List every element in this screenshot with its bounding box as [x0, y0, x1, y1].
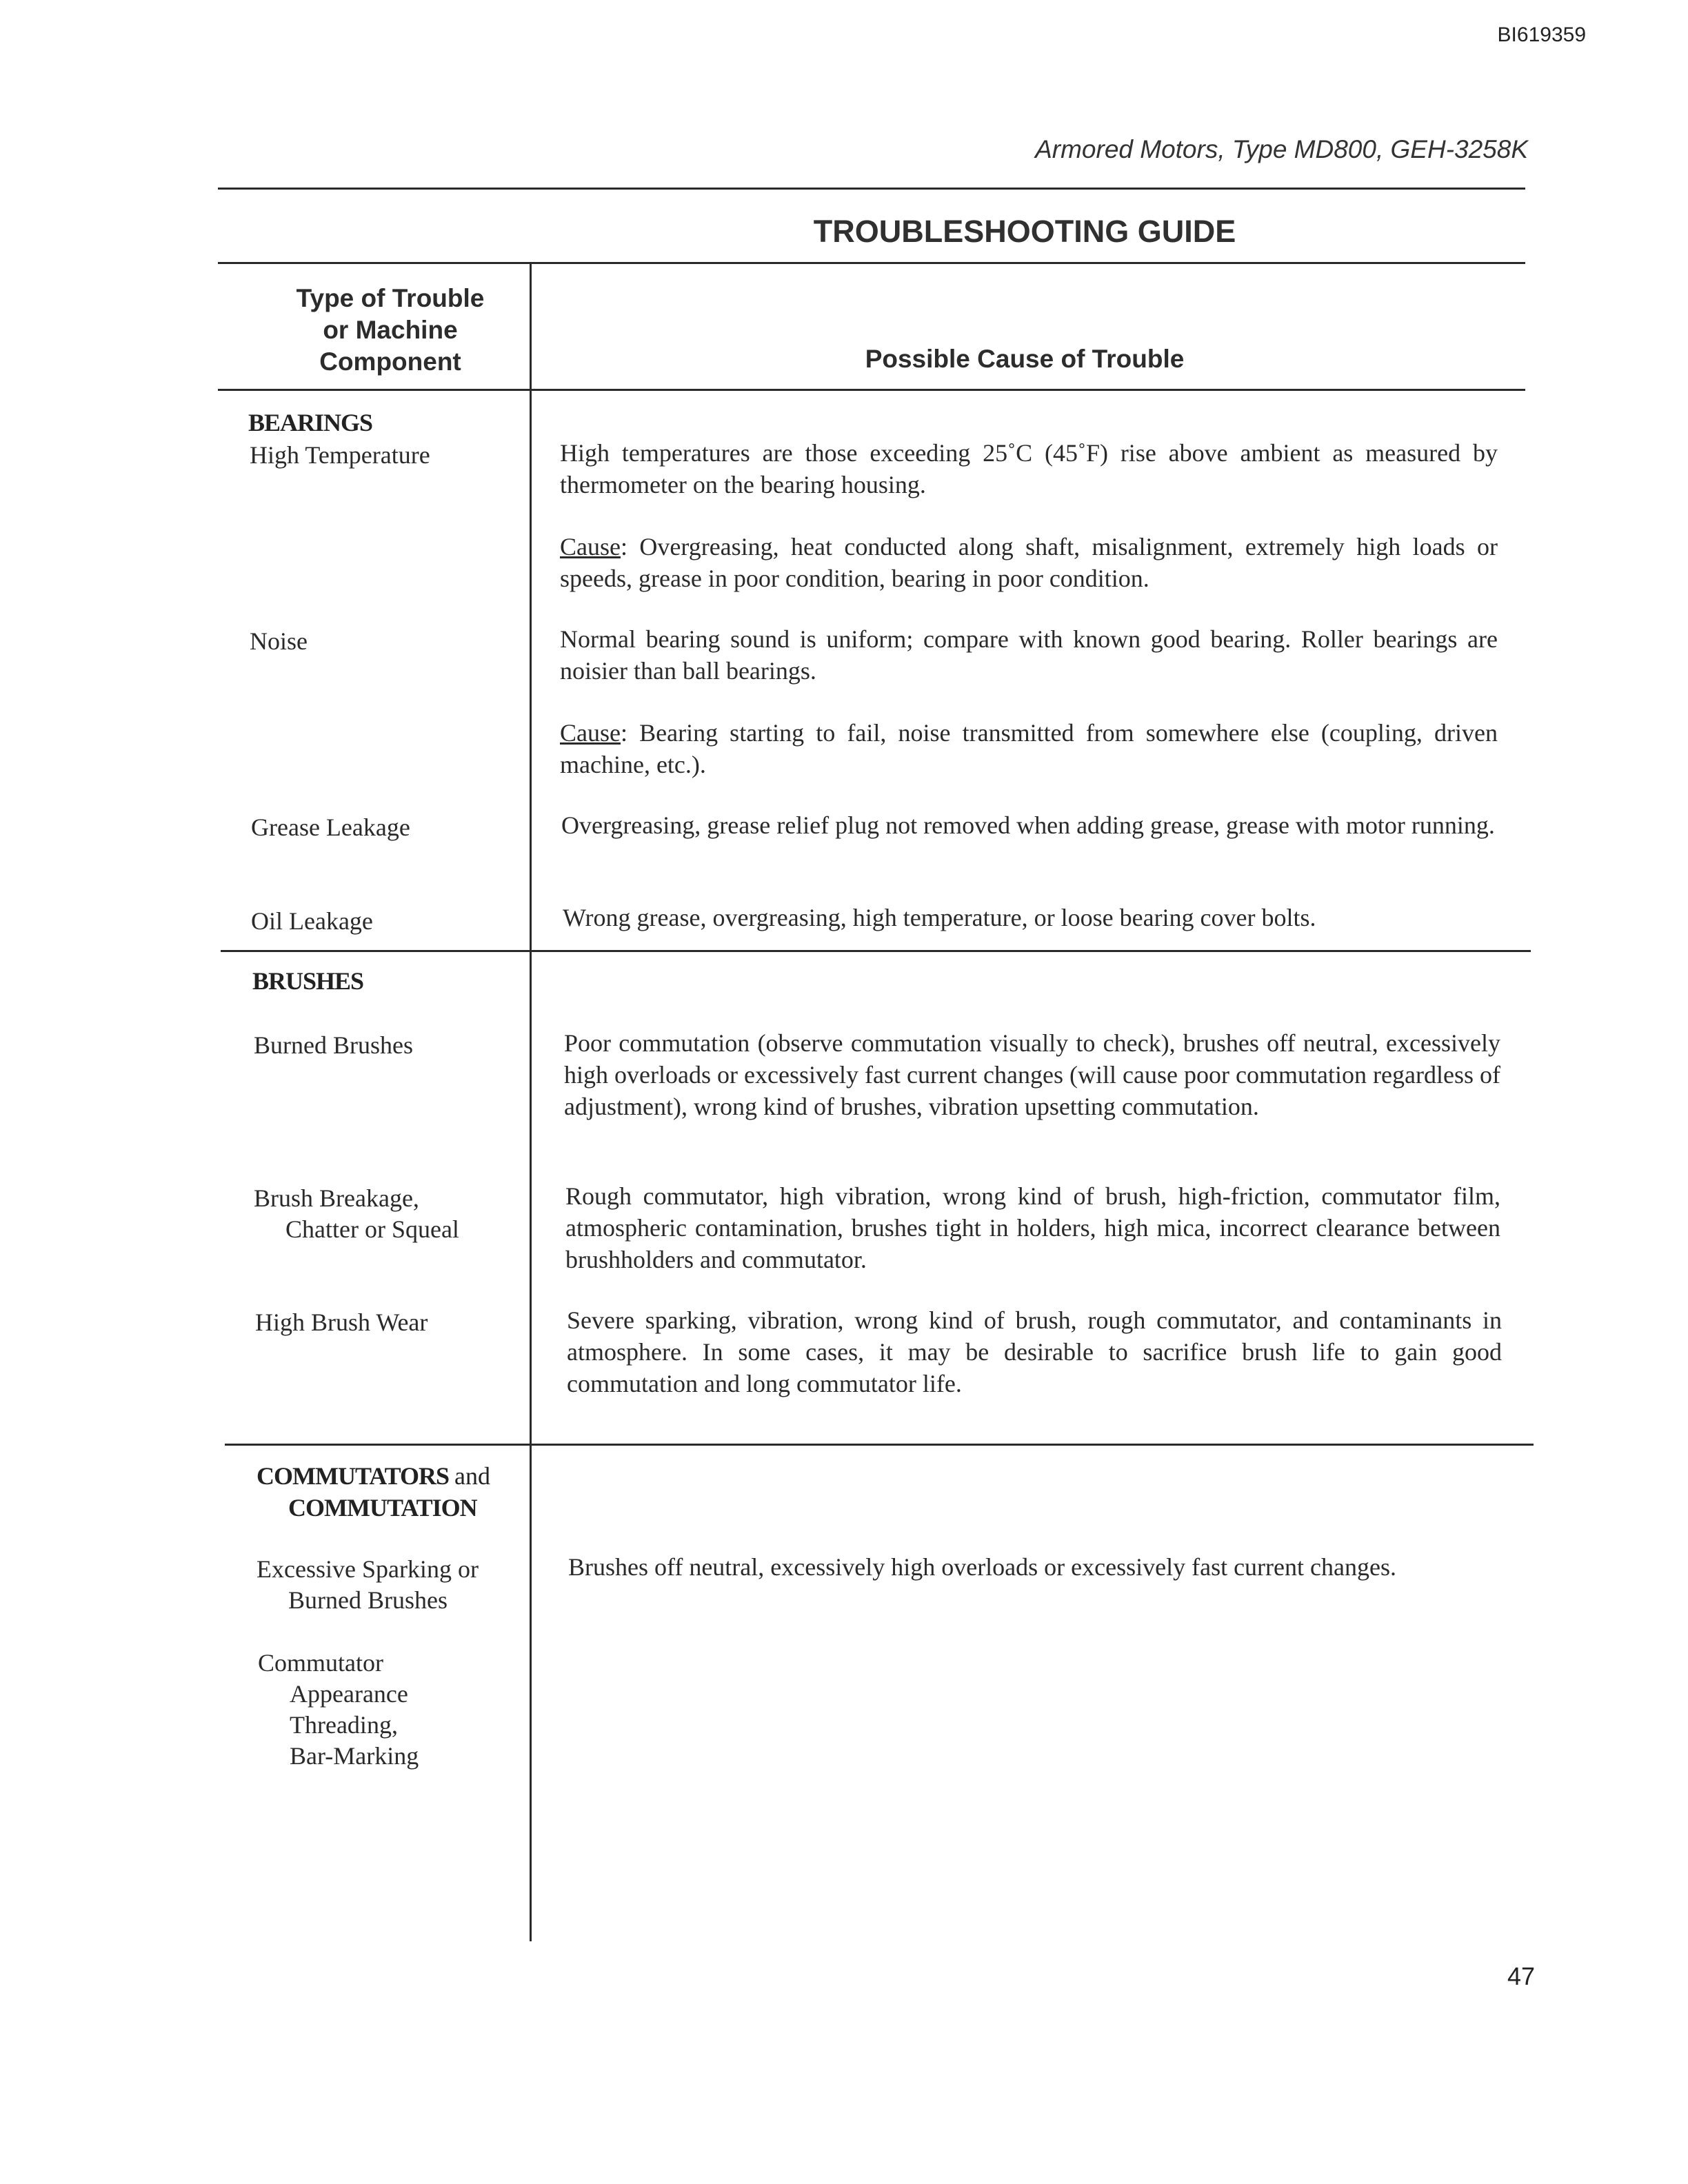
column-header-trouble-type — [218, 283, 563, 378]
trouble-label-oil-leakage: Oil Leakage — [251, 907, 373, 935]
section-title-word: COMMUTATORS — [257, 1462, 450, 1490]
cause-grease-leakage: Overgreasing, grease relief plug not removed when adding grease, grease with motor running. — [561, 811, 1495, 839]
running-head: Armored Motors, Type MD800, GEH-3258K — [1035, 135, 1528, 163]
column-header-possible-cause: Possible Cause of Trouble — [865, 345, 1185, 373]
trouble-label-burned-brushes: Burned Brushes — [254, 1031, 413, 1059]
trouble-label-high-brush-wear: High Brush Wear — [255, 1308, 428, 1336]
guide-title: TROUBLESHOOTING GUIDE — [813, 214, 1236, 249]
cause-keyword: Cause — [560, 719, 621, 747]
section-title-word: COMMUTATION — [288, 1494, 477, 1521]
document-id: BI619359 — [1497, 23, 1586, 46]
title-rule — [218, 262, 1525, 264]
section-title-bearings: BEARINGS — [248, 409, 373, 436]
section-title-brushes: BRUSHES — [252, 967, 364, 995]
cause-high-temperature: High temperatures are those exceeding 25˚C (45˚F) rise above ambient as measured by thermometer on the bearing housing. — [560, 439, 1498, 498]
column-header-rule — [218, 389, 1525, 391]
section-title-connector: and — [454, 1462, 490, 1490]
trouble-label-line: Brush Breakage, — [254, 1184, 419, 1212]
cause-detail-text: : Overgreasing, heat conducted along shaft, misalignment, extremely high loads or speeds, grease in poor condition, bearing in poor condition. — [560, 533, 1498, 592]
trouble-label-excessive-sparking — [257, 1554, 479, 1616]
cause-excessive-sparking: Brushes off neutral, excessively high overloads or excessively fast current changes. — [568, 1553, 1396, 1581]
column-divider — [530, 262, 532, 1941]
cause-keyword: Cause — [560, 533, 621, 560]
trouble-label-line: Bar-Marking — [290, 1742, 419, 1770]
trouble-label-grease-leakage: Grease Leakage — [251, 813, 410, 841]
cause-high-temperature-detail — [560, 531, 1498, 594]
cause-burned-brushes: Poor commutation (observe commutation visually to check), brushes off neutral, excessively high overloads or excessively fast current changes (will cause poor commutation regardless of adjustment), wrong kind of brushes, vibration upsetting commutation. — [564, 1029, 1500, 1120]
trouble-label-brush-breakage — [254, 1183, 459, 1245]
column-header-line: Type of Trouble — [296, 284, 485, 312]
section-rule — [225, 1444, 1534, 1446]
cause-noise-detail — [560, 717, 1498, 780]
header-rule — [218, 188, 1525, 190]
trouble-label-line: Chatter or Squeal — [285, 1215, 459, 1243]
cause-high-brush-wear: Severe sparking, vibration, wrong kind of brush, rough commutator, and contaminants in atmosphere. In some cases, it may be desirable to sacrifice brush life to gain good commutation and long commutator life. — [567, 1306, 1502, 1397]
section-title-commutators — [257, 1460, 490, 1524]
section-rule — [221, 950, 1531, 952]
trouble-label-line: Threading, — [290, 1711, 398, 1739]
trouble-label-line: Burned Brushes — [288, 1586, 448, 1614]
column-header-line: Component — [319, 347, 461, 376]
trouble-label-line: Commutator — [258, 1649, 383, 1677]
page-number: 47 — [1507, 1962, 1535, 1990]
trouble-label-line: Excessive Sparking or — [257, 1555, 479, 1583]
cause-detail-text: : Bearing starting to fail, noise transmitted from somewhere else (coupling, driven machine, etc.). — [560, 719, 1498, 778]
column-header-line: or Machine — [323, 316, 458, 344]
cause-oil-leakage: Wrong grease, overgreasing, high temperature, or loose bearing cover bolts. — [563, 904, 1316, 931]
trouble-label-line: Appearance — [290, 1680, 408, 1708]
cause-brush-breakage: Rough commutator, high vibration, wrong kind of brush, high-friction, commutator film, atmospheric contamination, brushes tight in holders, high mica, incorrect clearance between brushholders and commutator. — [565, 1182, 1500, 1273]
cause-noise: Normal bearing sound is uniform; compare with known good bearing. Roller bearings are noisier than ball bearings. — [560, 625, 1498, 685]
trouble-label-high-temperature: High Temperature — [250, 441, 430, 469]
trouble-label-noise: Noise — [250, 627, 308, 655]
trouble-label-commutator-appearance — [258, 1648, 419, 1772]
